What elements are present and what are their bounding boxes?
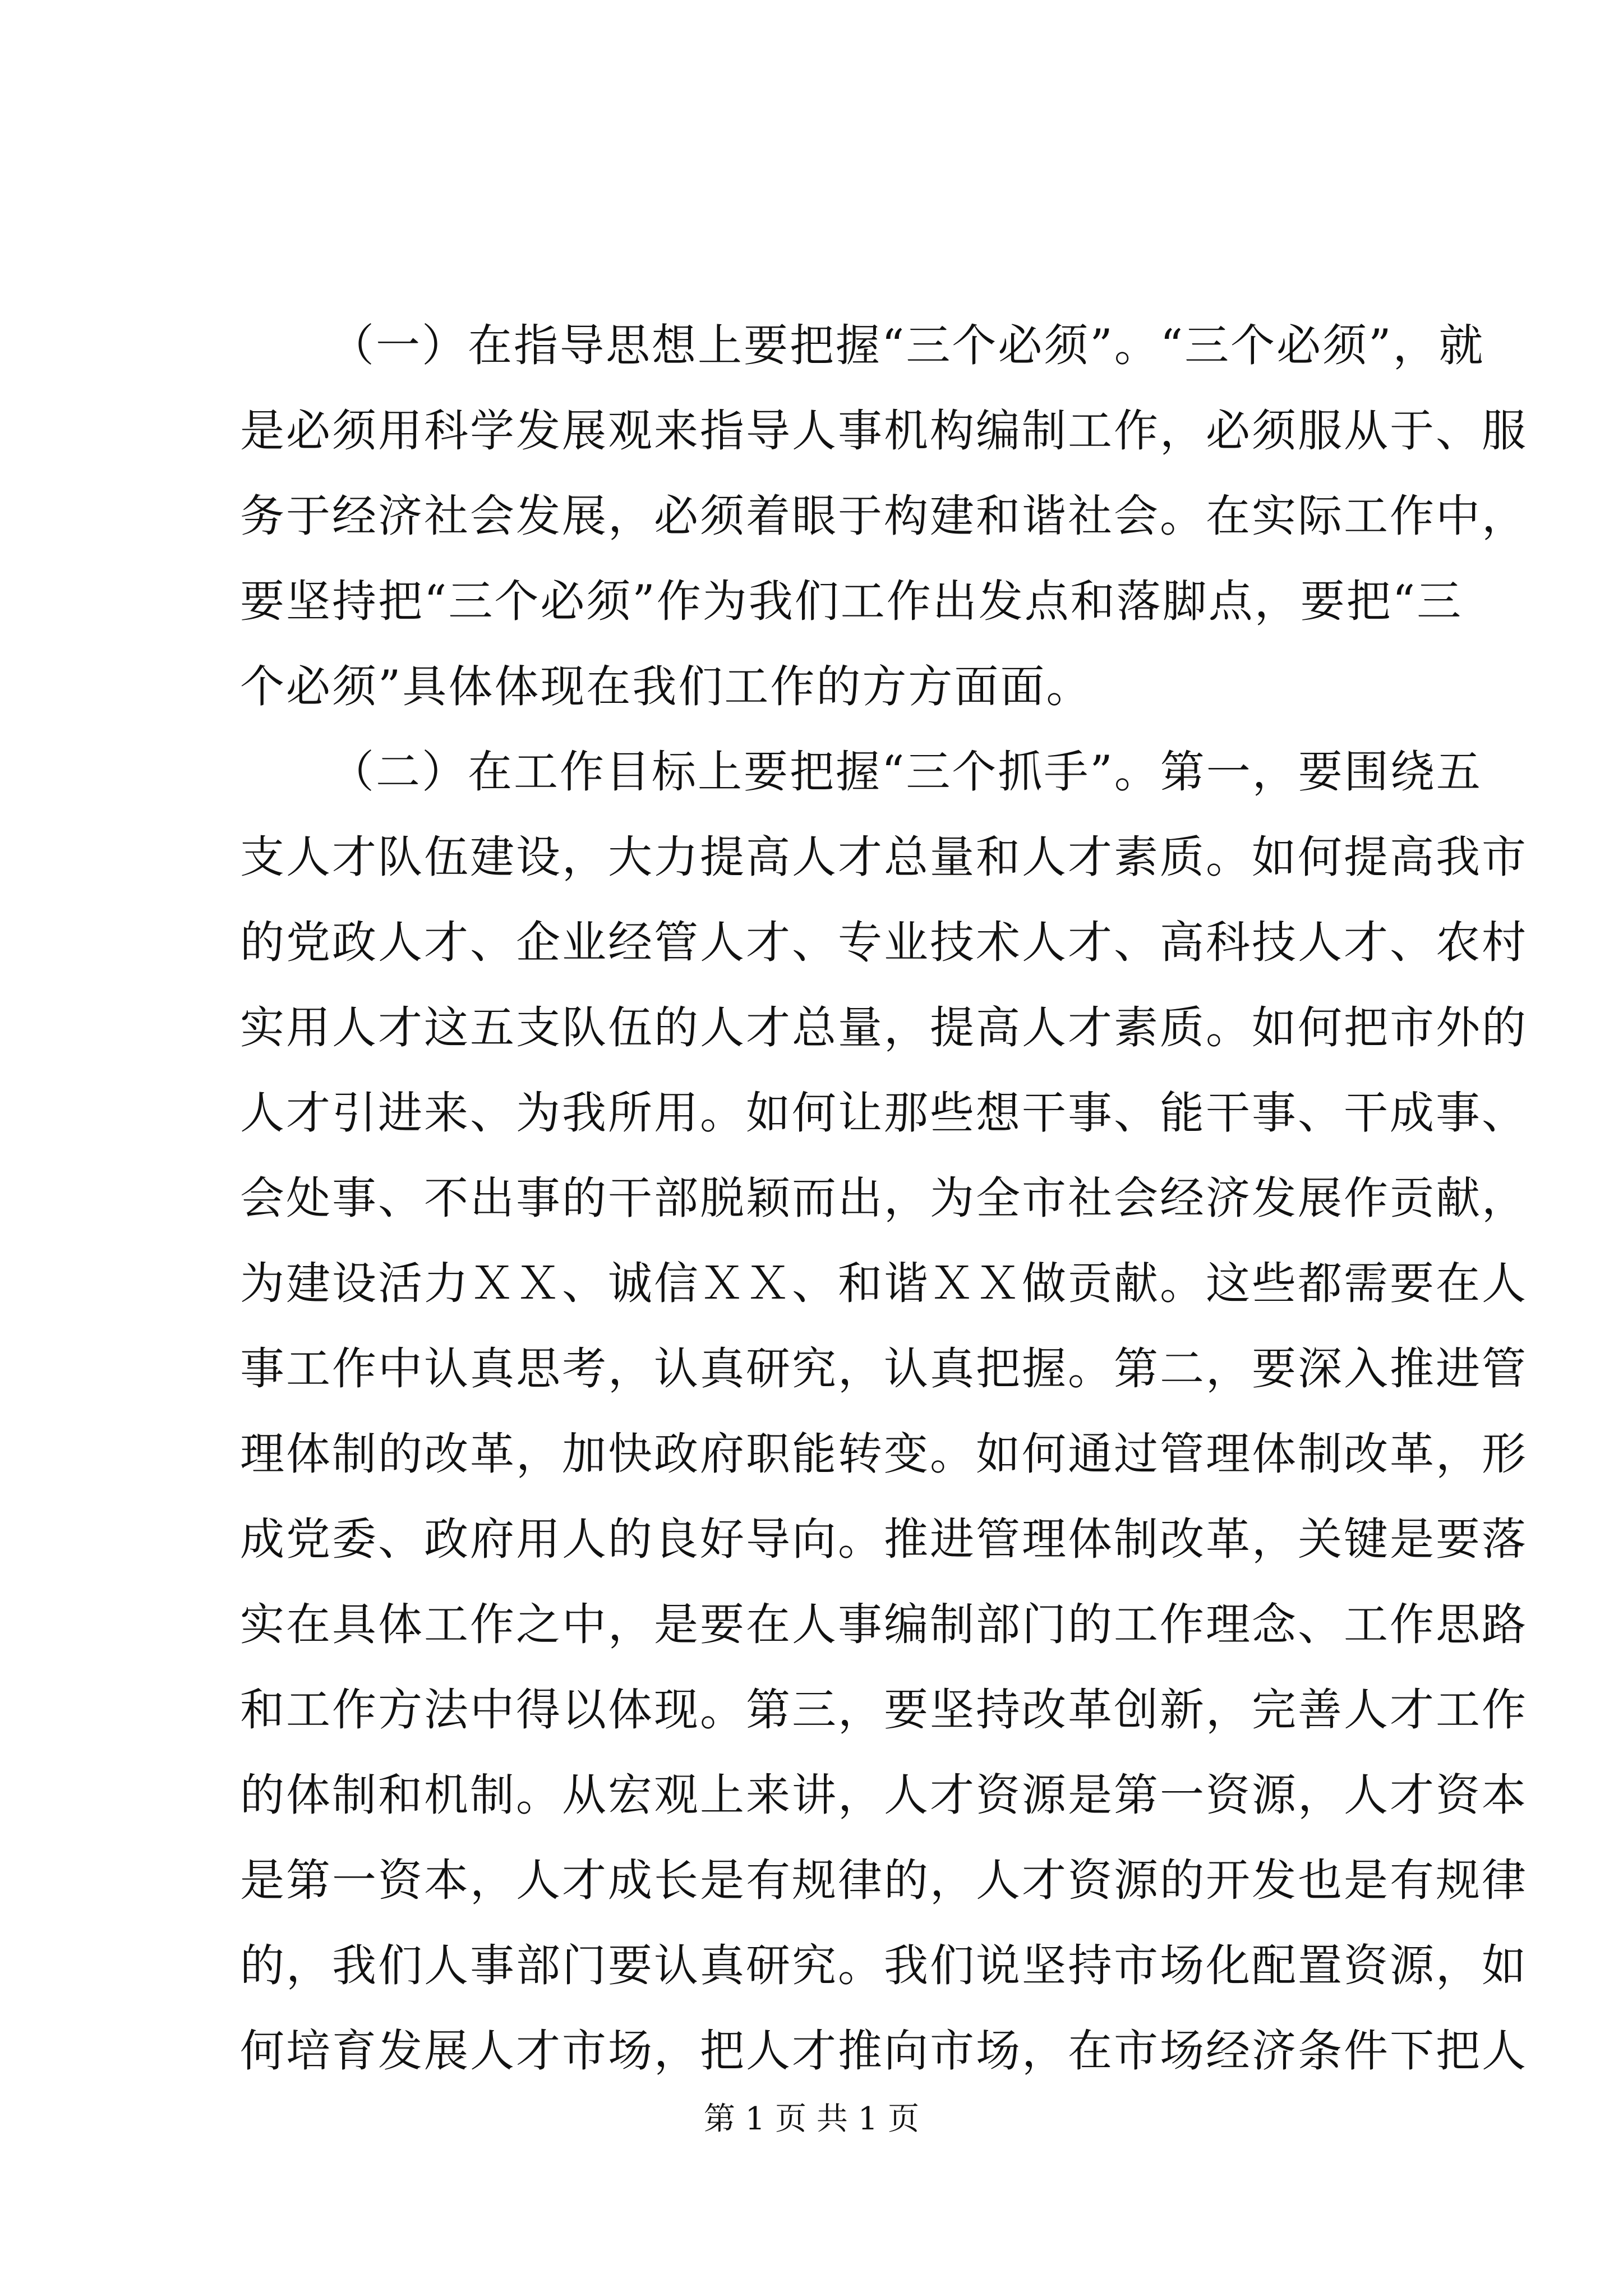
text-line: 的体制和机制。从宏观上来讲，人才资源是第一资源，人才资本 [240,1769,1528,1821]
text-line: 人才引进来、为我所用。如何让那些想干事、能干事、干成事、 [240,1087,1528,1139]
page-footer: 第 1 页 共 1 页 [703,2101,920,2137]
text-line: 实在具体工作之中，是要在人事编制部门的工作理念、工作思路 [240,1599,1528,1650]
text-line: 为建设活力ＸＸ、诚信ＸＸ、和谐ＸＸ做贡献。这些都需要在人 [240,1258,1528,1309]
text-line: 的党政人才、企业经管人才、专业技术人才、高科技人才、农村 [240,917,1528,968]
text-line: 理体制的改革，加快政府职能转变。如何通过管理体制改革，形 [240,1428,1528,1480]
text-line: 支人才队伍建设，大力提高人才总量和人才素质。如何提高我市 [240,831,1528,883]
text-line: 务于经济社会发展，必须着眼于构建和谐社会。在实际工作中， [240,490,1528,542]
text-line: 何培育发展人才市场，把人才推向市场，在市场经济条件下把人 [240,2025,1528,2077]
text-line: 个必须”具体体现在我们工作的方方面面。 [240,661,1092,712]
document-body [240,303,1528,2093]
paragraph-2 [240,729,1528,2093]
text-line: （一）在指导思想上要把握“三个必须”。“三个必须”，就 [330,320,1485,371]
paragraph-1 [240,303,1528,729]
text-line: 成党委、政府用人的良好导向。推进管理体制改革，关键是要落 [240,1513,1528,1565]
text-line: 要坚持把“三个必须”作为我们工作出发点和落脚点，要把“三 [240,576,1463,627]
text-line: （二）在工作目标上要把握“三个抓手”。第一，要围绕五 [330,746,1482,798]
text-line: 是必须用科学发展观来指导人事机构编制工作，必须服从于、服 [240,405,1528,457]
text-line: 和工作方法中得以体现。第三，要坚持改革创新，完善人才工作 [240,1684,1528,1736]
text-line: 的，我们人事部门要认真研究。我们说坚持市场化配置资源，如 [240,1940,1528,1991]
text-line: 实用人才这五支队伍的人才总量，提高人才素质。如何把市外的 [240,1002,1528,1053]
text-line: 事工作中认真思考，认真研究，认真把握。第二，要深入推进管 [240,1343,1528,1395]
text-line: 会处事、不出事的干部脱颖而出，为全市社会经济发展作贡献， [240,1172,1528,1224]
text-line: 是第一资本，人才成长是有规律的，人才资源的开发也是有规律 [240,1855,1528,1906]
